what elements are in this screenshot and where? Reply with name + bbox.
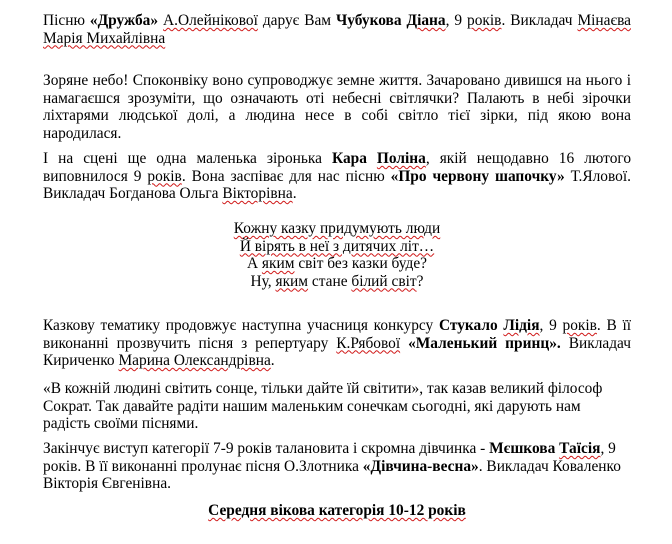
text-run: . В її виконанні прозвучить пісня з репертуару (43, 317, 631, 352)
poem-line: Й вірять в неї з дитячих літ… (239, 237, 435, 255)
text-run: стане (308, 272, 352, 290)
text-run: яким (275, 272, 309, 290)
text-run: білий світ (351, 272, 417, 290)
text-run: Ну, (250, 272, 276, 290)
text-run: . (292, 185, 297, 202)
text-run: ? (416, 272, 424, 290)
text-run: світ без казки буде? (294, 255, 428, 272)
teacher-patronymic: Вікторівна (222, 185, 293, 202)
text-run: , 9 (445, 12, 468, 29)
text-run: Закінчує виступ категорії 7-9 років талановита і скромна дівчинка - (43, 440, 490, 457)
text-run (400, 335, 408, 352)
composer-name: А.Олейнікової (163, 12, 258, 29)
years-word: років (467, 12, 502, 29)
paragraph-druzhba (43, 12, 631, 47)
performer-surname: Чубукова (335, 12, 407, 29)
section-heading (43, 502, 631, 520)
text-run: А (246, 255, 262, 272)
performer-first-name: Лідія (503, 317, 540, 334)
song-title: «Маленький принц». (408, 334, 561, 352)
performer-first-name: Діана (406, 12, 446, 29)
text-run: , 9 років. В її виконанні пролунає пісня О.Злотника (43, 440, 616, 475)
text-run: . Викладач Коваленко Вікторія Євгенівна. (43, 457, 621, 492)
song-title: «Про червону шапочку» (390, 167, 565, 185)
performer-surname: Кара (331, 150, 377, 167)
heading-text: Середня вікова категорія 10-12 років (208, 502, 466, 519)
text-run: Викладач Кириченко (43, 334, 631, 369)
composer-name: К.Рябової (336, 334, 401, 352)
performer-surname: Мєшкова (489, 440, 560, 457)
poem-quote (43, 220, 631, 290)
text-run: . (270, 352, 275, 369)
text-run: Казкову тематику продовжує наступна учасниця конкурсу (43, 317, 439, 334)
poem-line (43, 273, 631, 291)
performer-surname: Стукало (438, 317, 504, 334)
poem-line: Кожну казку придумують люди (233, 220, 441, 237)
text-run: Т.Ялової. Викладач Богданова Ольга (43, 167, 631, 202)
text-run: Пісню (43, 12, 90, 29)
text-run: «В кожній людині світить сонце, тільки дайте їй світити», так казав великий філософ Сократ. Так давайте радіти нашим маленьким сонечкам сьогодні, які дарують нам радість своїми піснями. (43, 380, 603, 432)
text-run: І на сцені ще одна маленька зіронька (43, 150, 332, 167)
poem-line (43, 255, 631, 273)
paragraph-meshkova-taisiya (43, 440, 631, 493)
text-run: , якій нещодавно 16 лютого виповнилося 9 (43, 150, 632, 185)
text-run: дарує Вам (257, 12, 336, 29)
paragraph-stukalo-lidiya (43, 317, 631, 370)
song-title: «Дружба» (89, 12, 159, 29)
years-word: років (562, 317, 597, 334)
teacher-name: Марина Олександрівна (118, 352, 271, 369)
paragraph-socrates-quote (43, 380, 631, 433)
performer-first-name: Поліна (376, 150, 426, 167)
years-word: років (147, 167, 182, 185)
song-title: «Дівчина-весна» (362, 457, 479, 475)
paragraph-kara-polina (43, 150, 631, 203)
paragraph-starry-sky (43, 72, 631, 142)
text-run: , 9 (539, 317, 563, 334)
text-run: Зоряне небо! Споконвіку воно супроводжує земне життя. Зачаровано дивишся на нього і намагаєшся зрозуміти, що означають оті небесні світлячки? Палають в небі зірочки ліхтарями людської долі, а людина несе в собі світло тієї зірки, під якою вона народилася. (43, 72, 631, 142)
teacher-name: Мінаєва Марія Михайлівна (43, 12, 631, 47)
performer-first-name: Таїсія (559, 440, 601, 457)
text-run: . Вона заспіває для нас пісню (181, 167, 391, 185)
text-run: . Викладач (501, 12, 578, 29)
text-run: яким (261, 255, 295, 272)
